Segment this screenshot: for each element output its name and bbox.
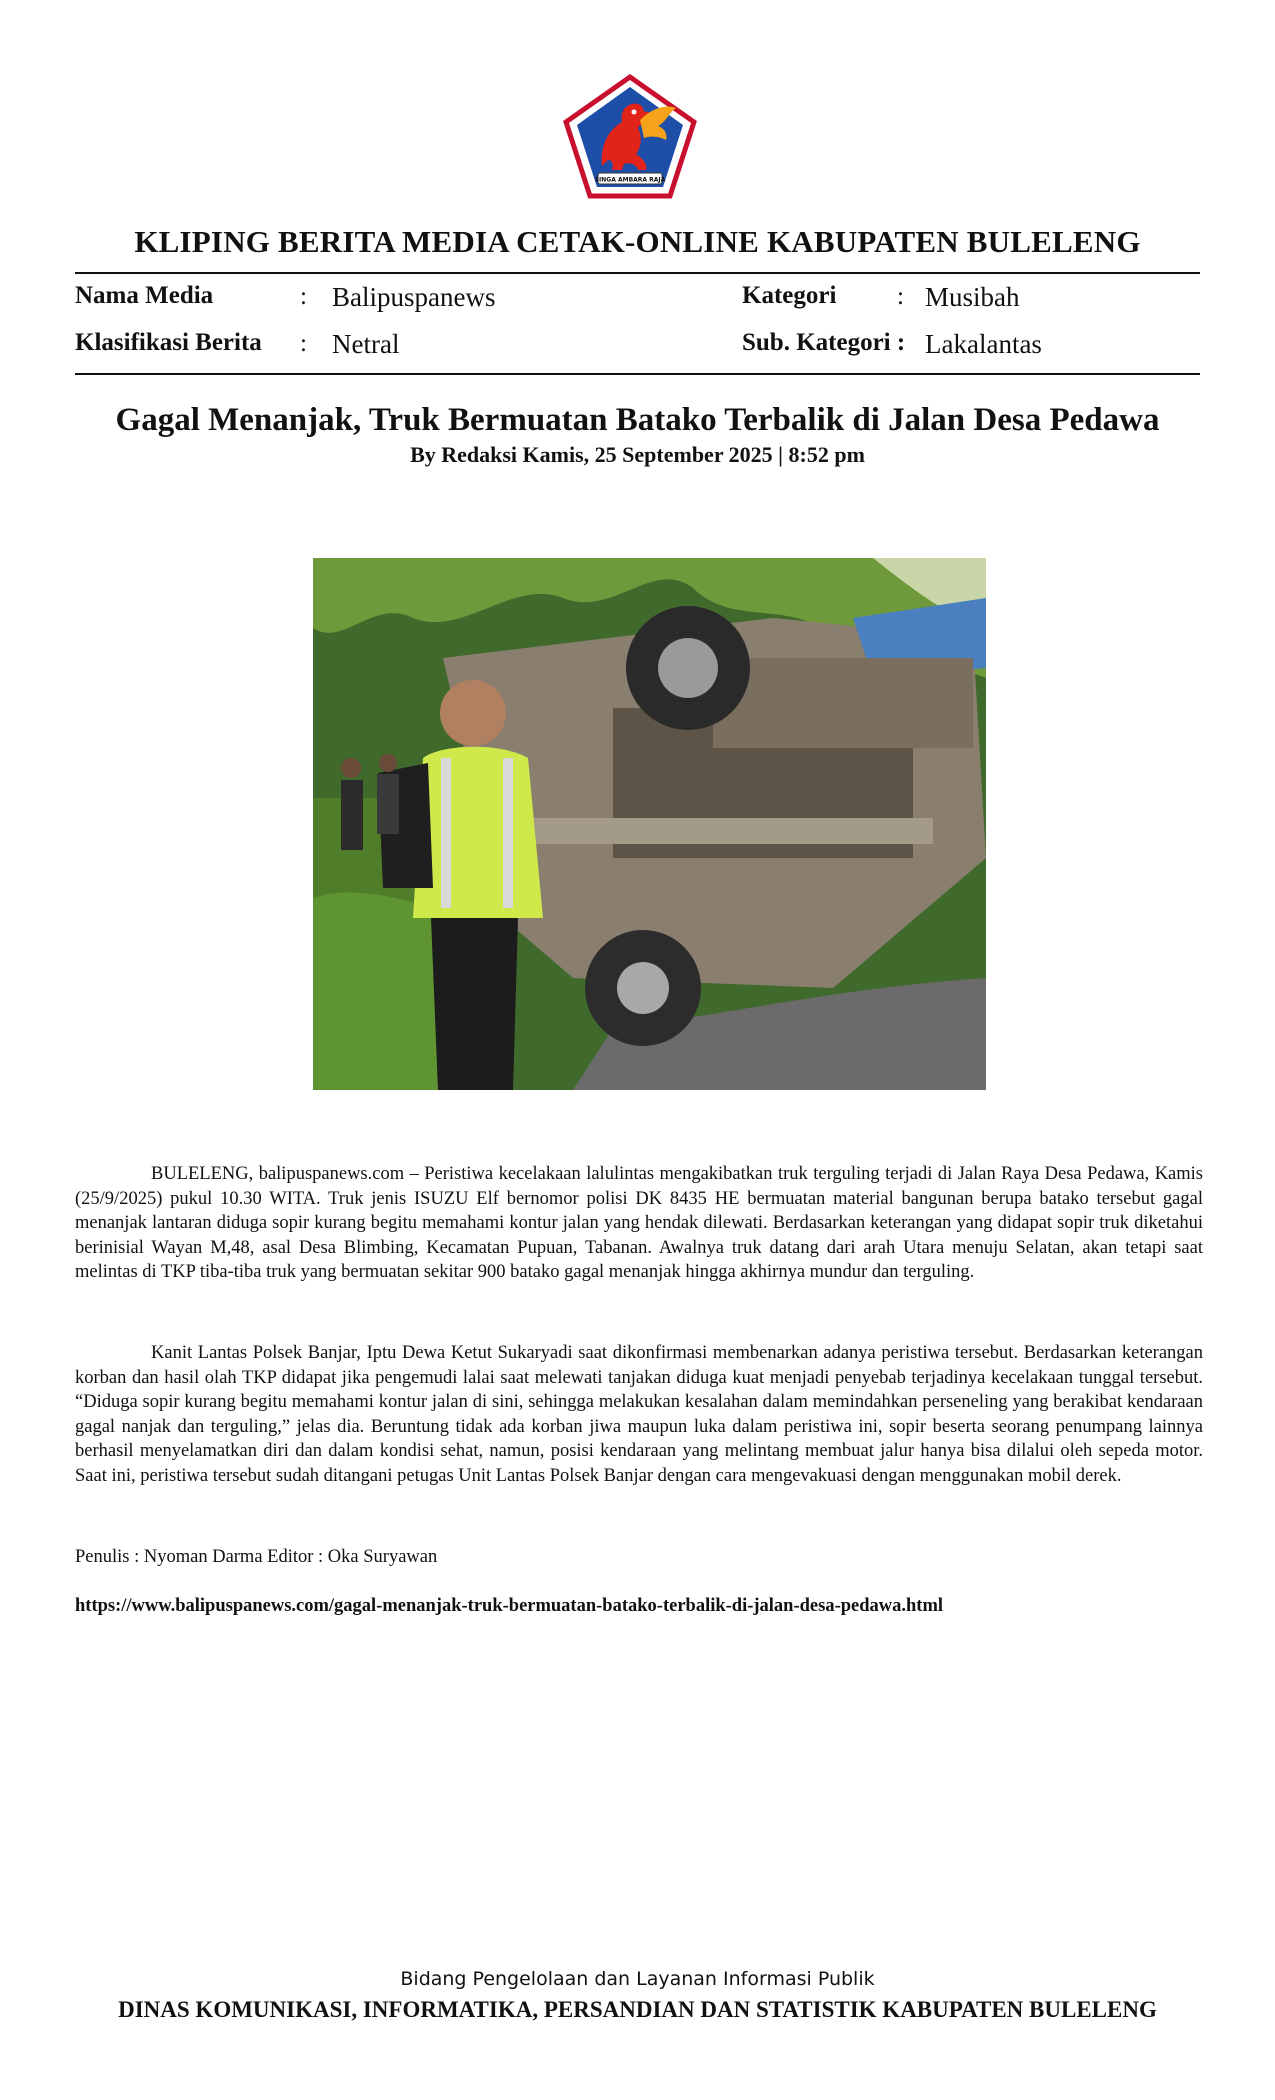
klasifikasi-colon: : (300, 330, 307, 357)
article-paragraph-1 (75, 1162, 1203, 1285)
kategori-colon: : (897, 283, 904, 310)
article-photo (313, 558, 986, 1090)
article-headline: Gagal Menanjak, Truk Bermuatan Batako Terbalik di Jalan Desa Pedawa (115, 402, 1160, 438)
footer-agency: DINAS KOMUNIKASI, INFORMATIKA, PERSANDIAN DAN STATISTIK KABUPATEN BULELENG (118, 1997, 1157, 2022)
media-colon: : (300, 283, 307, 310)
article-source-url: https://www.balipuspanews.com/gagal-menanjak-truk-bermuatan-batako-terbalik-di-jalan-desa-pedawa.html (75, 1596, 944, 1616)
kategori-value: Musibah (925, 282, 1020, 312)
subkategori-value: Lakalantas (925, 329, 1042, 359)
logo-motto: SINGA AMBARA RAJA (594, 176, 666, 184)
media-label: Nama Media (75, 282, 214, 309)
media-value: Balipuspanews (332, 282, 496, 312)
kategori-label: Kategori (742, 282, 837, 309)
klasifikasi-label: Klasifikasi Berita (75, 329, 262, 356)
paragraph-text: BULELENG, balipuspanews.com – Peristiwa kecelakaan lalulintas mengakibatkan truk terguling terjadi di Jalan Raya Desa Pedawa, Kamis (25/9/2025) pukul 10.30 WITA. Truk jenis ISUZU Elf bernomor polisi DK 8435 HE bermuatan material bangunan berupa batako tersebut gagal menanjak lantaran diduga sopir kurang begitu memahami kontur jalan yang hendak dilewati. Berdasarkan keterangan yang didapat sopir truk diketahui berinisial Wayan M,48, asal Desa Blimbing, Kecamatan Pupuan, Tabanan. Awalnya truk datang dari arah Utara menuju Selatan, akan tetapi saat melintas di TKP tiba-tiba truk yang bermuatan sekitar 900 batako gagal menanjak hingga akhirnya mundur dan terguling. (75, 1164, 1203, 1282)
paragraph-text: Kanit Lantas Polsek Banjar, Iptu Dewa Ketut Sukaryadi saat dikonfirmasi membenarkan adanya peristiwa tersebut. Berdasarkan keterangan korban dan hasil olah TKP didapat jika pengemudi lalai saat melewati tanjakan diduga kuat menjadi penyebab terjadinya kecelakaan tunggal tersebut. “Diduga sopir kurang begitu memahami kontur jalan di sini, sehingga melakukan kesalahan dalam memindahkan perseneling yang berakibat kendaraan gagal nanjak dan terguling,” jelas dia. Beruntung tidak ada korban jiwa maupun luka dalam peristiwa ini, sopir beserta seorang penumpang lainnya berhasil menyelamatkan diri dan dalam kondisi sehat, namun, posisi kendaraan yang melintang membuat jalur hanya bisa dilalui oleh sepeda motor. Saat ini, peristiwa tersebut sudah ditangani petugas Unit Lantas Polsek Banjar dengan cara mengevakuasi dengan menggunakan mobil derek. (75, 1343, 1203, 1486)
meta-divider (75, 373, 1200, 375)
article-credits: Penulis : Nyoman Darma Editor : Oka Suryawan (75, 1547, 438, 1567)
klasifikasi-value: Netral (332, 329, 400, 359)
top-divider (75, 272, 1200, 274)
page-title: KLIPING BERITA MEDIA CETAK-ONLINE KABUPATEN BULELENG (134, 224, 1141, 259)
article-paragraph-2 (75, 1341, 1203, 1488)
subkategori-label: Sub. Kategori : (742, 329, 906, 356)
kabupaten-buleleng-logo (562, 74, 698, 200)
article-byline: By Redaksi Kamis, 25 September 2025 | 8:52 pm (410, 442, 865, 467)
footer-department: Bidang Pengelolaan dan Layanan Informasi Publik (400, 1968, 875, 1990)
